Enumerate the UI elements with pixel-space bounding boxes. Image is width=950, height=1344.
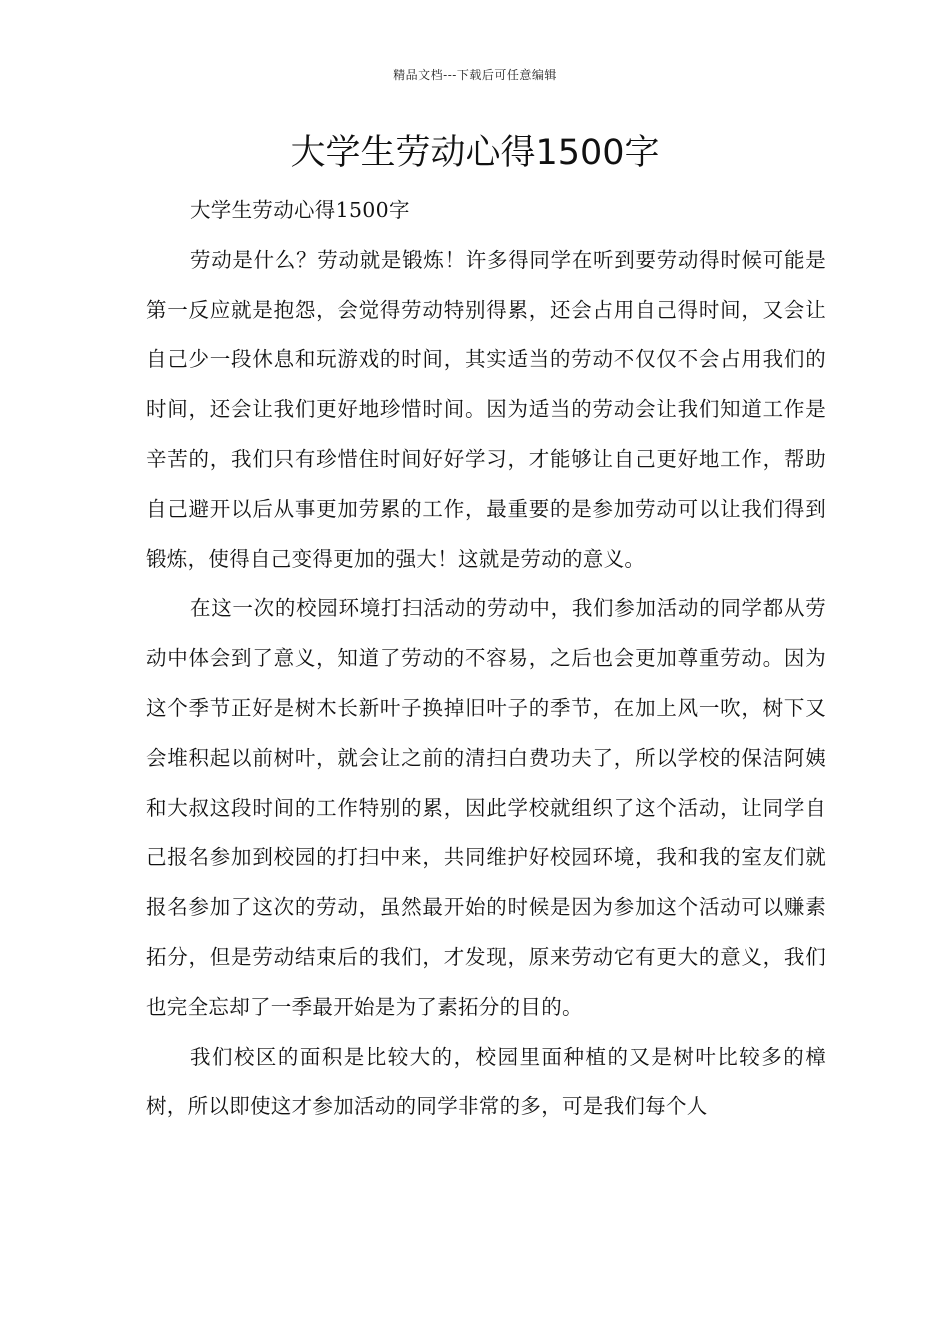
paragraph-1: 劳动是什么？劳动就是锻炼！许多得同学在听到要劳动得时候可能是第一反应就是抱怨，会觉得劳动特别得累，还会占用自己得时间，又会让自己少一段休息和玩游戏的时间，其实适当的劳动不仅仅不会占用我们的时间，还会让我们更好地珍惜时间。因为适当的劳动会让我们知道工作是辛苦的，我们只有珍惜住时间好好学习，才能够让自己更好地工作，帮助自己避开以后从事更加劳累的工作，最重要的是参加劳动可以让我们得到锻炼，使得自己变得更加的强大！这就是劳动的意义。 — [146, 247, 826, 571]
document-body — [146, 186, 826, 1132]
header-note: 精品文档---下载后可任意编辑 — [393, 68, 557, 82]
paragraph-2: 在这一次的校园环境打扫活动的劳动中，我们参加活动的同学都从劳动中体会到了意义，知道了劳动的不容易，之后也会更加尊重劳动。因为这个季节正好是树木长新叶子换掉旧叶子的季节，在加上风一吹，树下又会堆积起以前树叶，就会让之前的清扫白费功夫了，所以学校的保洁阿姨和大叔这段时间的工作特别的累，因此学校就组织了这个活动，让同学自己报名参加到校园的打扫中来，共同维护好校园环境，我和我的室友们就报名参加了这次的劳动，虽然最开始的时候是因为参加这个活动可以赚素拓分，但是劳动结束后的我们，才发现，原来劳动它有更大的意义，我们也完全忘却了一季最开始是为了素拓分的目的。 — [146, 596, 826, 1019]
document-title: 大学生劳动心得1500字 — [290, 133, 660, 173]
paragraph-3: 我们校区的面积是比较大的，校园里面种植的又是树叶比较多的樟树，所以即使这才参加活动的同学非常的多，可是我们每个人 — [146, 1044, 826, 1119]
document-subtitle: 大学生劳动心得1500字 — [190, 198, 410, 222]
